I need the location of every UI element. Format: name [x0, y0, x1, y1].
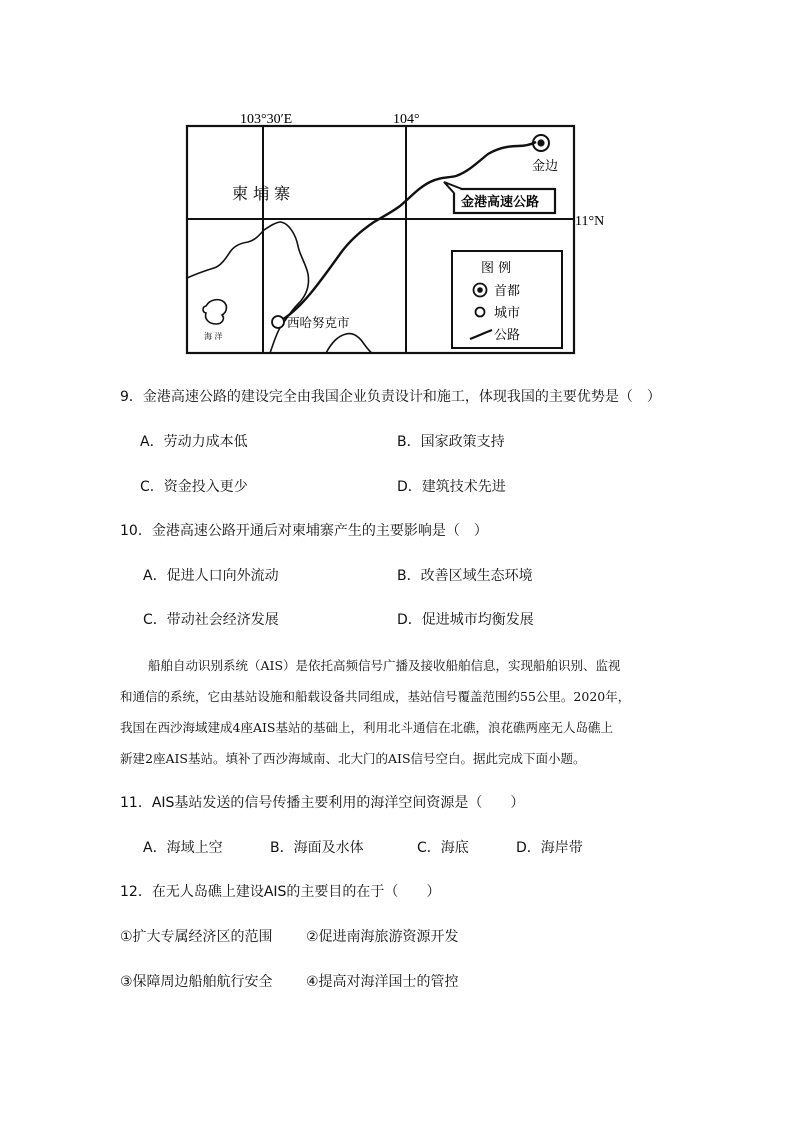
legend-capital-label: 首都	[494, 284, 521, 299]
country-label: 柬 埔 寨	[232, 184, 291, 203]
map-figure	[186, 106, 605, 356]
question-9-option-b: B．国家政策支持	[397, 434, 505, 450]
question-11-option-d: D．海岸带	[516, 840, 583, 856]
question-10-option-d: D．促进城市均衡发展	[397, 612, 534, 628]
passage-line: 我国在西沙海域建成4座AIS基站的基础上，利用北斗通信在北礁，浪花礁两座无人岛礁上	[120, 720, 613, 735]
capital-label: 金边	[532, 159, 559, 174]
question-9-option-d: D．建筑技术先进	[397, 479, 506, 495]
legend-title: 图 例	[481, 261, 512, 276]
legend-capital-icon-center	[477, 287, 483, 293]
legend-road-label: 公路	[494, 328, 521, 343]
city-icon	[272, 316, 284, 328]
question-12-stem: 12．在无人岛礁上建设AIS的主要目的在于（ ）	[120, 884, 441, 900]
question-12-option-4: ④提高对海洋国士的管控	[306, 974, 459, 990]
legend-city-label: 城市	[494, 306, 521, 321]
road-label: 金港高速公路	[461, 195, 540, 210]
question-9-option-c: C．资金投入更少	[140, 479, 248, 495]
question-10-option-b: B．改善区域生态环境	[397, 568, 533, 584]
question-9-option-a: A．劳动力成本低	[140, 434, 248, 450]
question-10-stem: 10．金港高速公路开通后对柬埔寨产生的主要影响是（ ）	[120, 523, 488, 539]
question-11-option-a: A．海域上空	[143, 840, 223, 856]
question-11-stem: 11．AIS基站发送的信号传播主要利用的海洋空间资源是（ ）	[120, 795, 525, 811]
question-10-option-c: C．带动社会经济发展	[143, 612, 279, 628]
question-9-stem: 9．金港高速公路的建设完全由我国企业负责设计和施工，体现我国的主要优势是（ ）	[120, 389, 661, 405]
sea-label: 海 洋	[204, 332, 223, 341]
question-10-option-a: A．促进人口向外流动	[143, 568, 279, 584]
lon-label-2: 104°	[393, 112, 420, 127]
question-12-option-3: ③保障周边船舶航行安全	[120, 974, 273, 990]
question-12-option-1: ①扩大专属经济区的范围	[120, 929, 273, 945]
city-label: 西哈努克市	[287, 315, 350, 330]
lat-label: 11°N	[575, 214, 605, 229]
question-11-option-b: B．海面及水体	[270, 840, 364, 856]
passage-line: 和通信的系统，它由基站设施和船载设备共同组成，基站信号覆盖范围约55公里。2020年，	[120, 689, 631, 704]
lon-label-1: 103°30′E	[240, 112, 293, 127]
question-11-option-c: C．海底	[417, 840, 469, 856]
passage-line: 船舶自动识别系统（AIS）是依托高频信号广播及接收船舶信息，实现船舶识别、监视	[148, 658, 621, 673]
passage-line: 新建2座AIS基站。填补了西沙海域南、北大门的AIS信号空白。据此完成下面小题。	[120, 751, 586, 766]
question-12-option-2: ②促进南海旅游资源开发	[306, 929, 459, 945]
capital-icon-center	[537, 139, 544, 146]
